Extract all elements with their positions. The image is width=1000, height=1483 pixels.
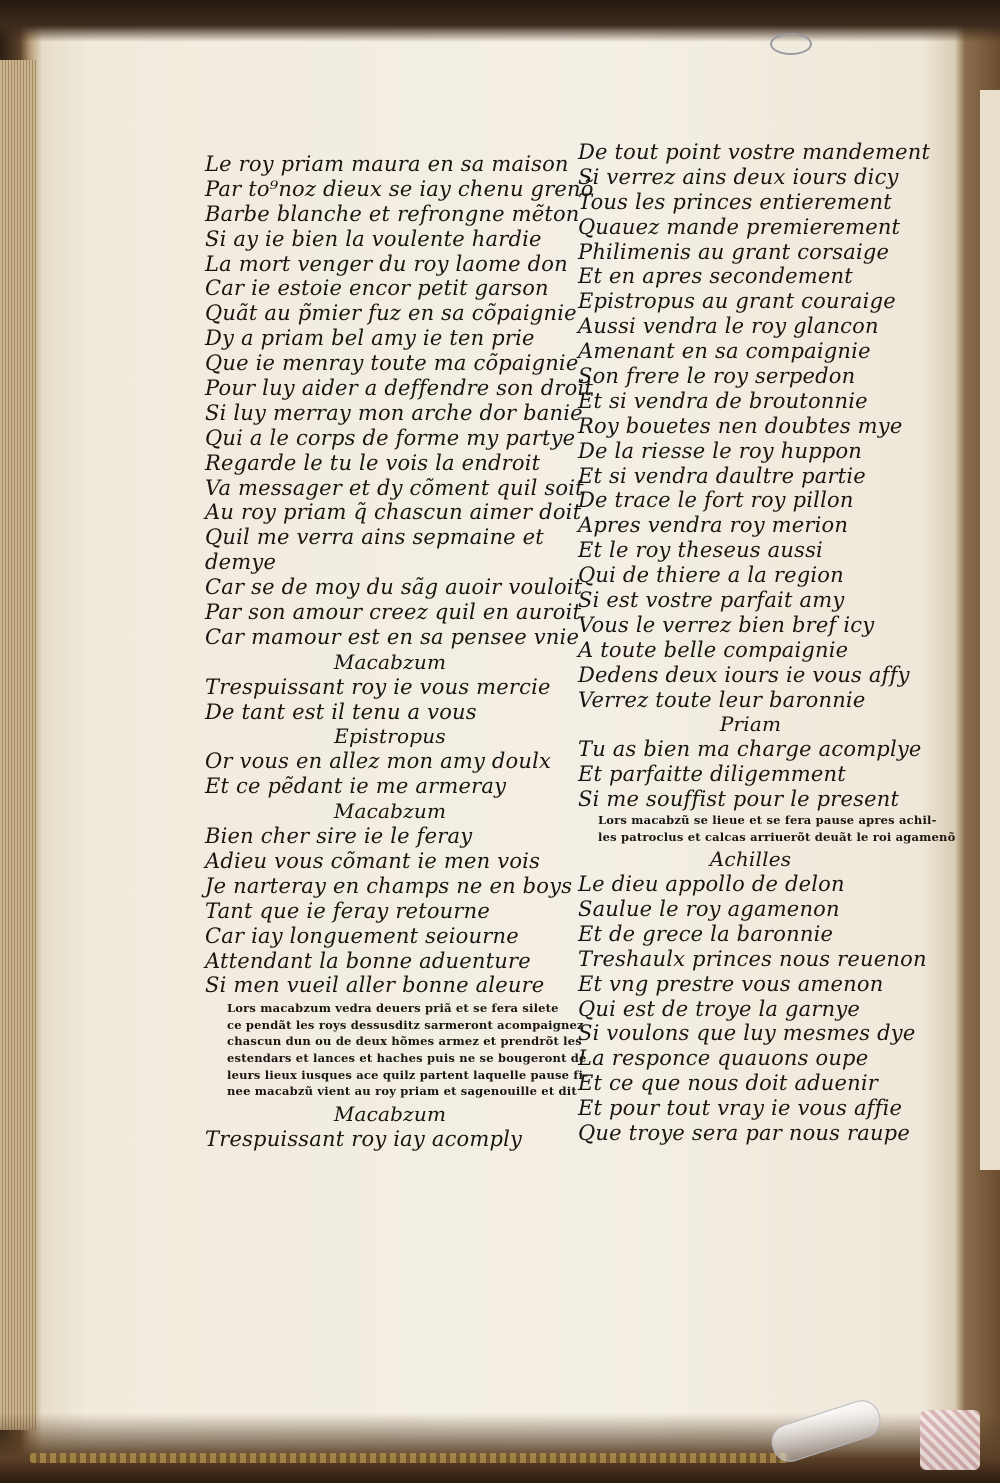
page-block-edge [0,60,36,1430]
verse-line: Or vous en allez mon amy doulx [205,749,552,774]
verse-line: Roy bouetes nen doubtes mye [578,413,903,438]
verse-line: Quil me verra ains sepmaine et [205,525,544,550]
verse-line: Si est vostre parfait amy [578,588,845,613]
verse-line: Qui de thiere a la region [578,563,844,588]
verse-line: Je narteray en champs ne en boys [205,873,573,898]
rubric-line: ce pendãt les roys dessusditz sarmeront acompaignez [227,1017,584,1032]
gilt-edge-decoration [30,1453,790,1463]
verse-line: Aussi vendra le roy glancon [578,314,879,339]
verse-line: Par son amour creez quil en auroit [205,600,582,625]
verse-line: Et pour tout vray ie vous affie [578,1096,903,1121]
verse-line: Quãt au p̃mier fuz en sa cõpaignie [205,301,577,326]
verse-line: De la riesse le roy huppon [578,438,863,463]
verse-line: Si luy merray mon arche dor banie [205,400,583,425]
verse-line: Philimenis au grant corsaige [578,239,890,264]
verse-line: Et de grece la baronnie [578,921,834,946]
verse-line: Qui est de troye la garnye [578,996,861,1021]
binding-top-edge [0,0,1000,42]
verse-line: Dedens deux iours ie vous affy [578,662,910,687]
verse-line: Tu as bien ma charge acomplye [578,737,922,762]
verse-line: Et si vendra de broutonnie [578,388,868,413]
speaker-heading: Macabzum [333,649,447,674]
verse-line: Amenant en sa compaignie [578,339,871,364]
verse-line: De tant est il tenu a vous [205,699,477,724]
rubric-stage-direction [205,998,589,1102]
verse-line: Si ay ie bien la voulente hardie [205,226,542,251]
verse-line: Dy a priam bel amy ie ten prie [205,326,535,351]
verse-line: Et vng prestre vous amenon [578,971,884,996]
verse-line: Son frere le roy serpedon [578,364,856,389]
verse-line: Pour luy aider a deffendre son droit [205,376,594,401]
rubric-line: Lors macabzum vedra deuers priã et se fera silete [227,1001,559,1016]
verse-line: Et parfaitte diligemment [578,762,846,787]
verse-line: Que ie menray toute ma cõpaignie [205,351,579,376]
verse-line: Si voulons que luy mesmes dye [578,1021,916,1046]
verse-line: Si men vueil aller bonne aleure [205,973,545,998]
verse-line: Saulue le roy agamenon [578,897,840,922]
verse-line: Apres vendra roy merion [578,513,849,538]
verse-line: Et ce que nous doit aduenir [578,1071,879,1096]
rubric-line: chascun dun ou de deux hõmes armez et prendrõt les [227,1034,582,1049]
fabric-marker [920,1410,980,1470]
verse-line: De tout point vostre mandement [578,140,931,164]
verse-line: Treshaulx princes nous reuenon [578,946,927,971]
verse-line: Qui a le corps de forme my partye [205,425,576,450]
verse-line: Tous les princes entierement [578,189,892,214]
verse-line: Quauez mande premierement [578,214,901,239]
verse-line: Adieu vous cõmant ie men vois [205,848,541,873]
verse-line: Au roy priam q̃ chascun aimer doit [205,500,582,525]
verse-line: La mort venger du roy laome don [205,251,568,276]
rubric-line: leurs lieux iusques ace quilz partent laquelle pause fi- [227,1067,589,1082]
verse-line: Et en apres secondement [578,264,853,289]
rubric-line: Lors macabzũ se lieue et se fera pause apres achil- [598,813,937,828]
verse-line: Le roy priam maura en sa maison [205,152,569,176]
speaker-heading: Macabzum [333,799,447,824]
verse-line: Car ie estoie encor petit garson [205,276,549,301]
facing-page-strip [980,90,1000,1170]
verse-line: Le dieu appollo de delon [578,872,845,897]
verse-line: Tant que ie feray retourne [205,898,490,923]
verse-line: Trespuissant roy iay acomply [205,1126,523,1151]
verse-line: Si me souffist pour le present [578,787,900,812]
verse-line: Bien cher sire ie le feray [205,824,473,849]
verse-line: Et si vendra daultre partie [578,463,866,488]
verse-line: Vous le verrez bien bref icy [578,612,875,637]
rubric-stage-direction [578,812,956,847]
verse-line: Et le roy theseus aussi [578,538,823,563]
right-text-column [578,140,956,1146]
speaker-heading: Epistropus [334,724,446,749]
verse-line: Et ce pẽdant ie me armeray [205,774,507,799]
verse-line: Regarde le tu le vois la endroit [205,450,541,475]
rubric-line: les patroclus et calcas arriuerõt deuãt le roi agamenõ [598,829,956,844]
paper-clip-ring [770,33,812,55]
verse-line: demye [205,550,277,575]
verse-line: Va messager et dy cõment quil soit [205,475,584,500]
verse-line: Par to⁹noz dieux se iay chenu grenõ [205,176,594,201]
verse-line: A toute belle compaignie [578,637,849,662]
verse-line: Epistropus au grant couraige [578,289,896,314]
verse-line: Car iay longuement seiourne [205,923,519,948]
rubric-line: nee macabzũ vient au roy priam et sagenouille et dit [227,1084,577,1099]
verse-line: Car se de moy du sãg auoir vouloit [205,575,583,600]
verse-line: De trace le fort roy pillon [578,488,854,513]
verse-line: Si verrez ains deux iours dicy [578,164,899,189]
verse-line: Trespuissant roy ie vous mercie [205,674,551,699]
speaker-heading: Macabzum [333,1101,447,1126]
verse-line: Verrez toute leur baronnie [578,687,866,712]
verse-line: La responce quauons oupe [578,1046,869,1071]
rubric-line: estendars et lances et haches puis ne se bougeront de [227,1051,587,1066]
verse-line: Que troye sera par nous raupe [578,1121,910,1146]
verse-line: Barbe blanche et refrongne mẽton [205,201,580,226]
verse-line: Attendant la bonne aduenture [205,948,531,973]
speaker-heading: Achilles [709,847,792,872]
left-text-column [205,152,594,1152]
speaker-heading: Priam [719,712,782,737]
verse-line: Car mamour est en sa pensee vnie [205,624,580,649]
